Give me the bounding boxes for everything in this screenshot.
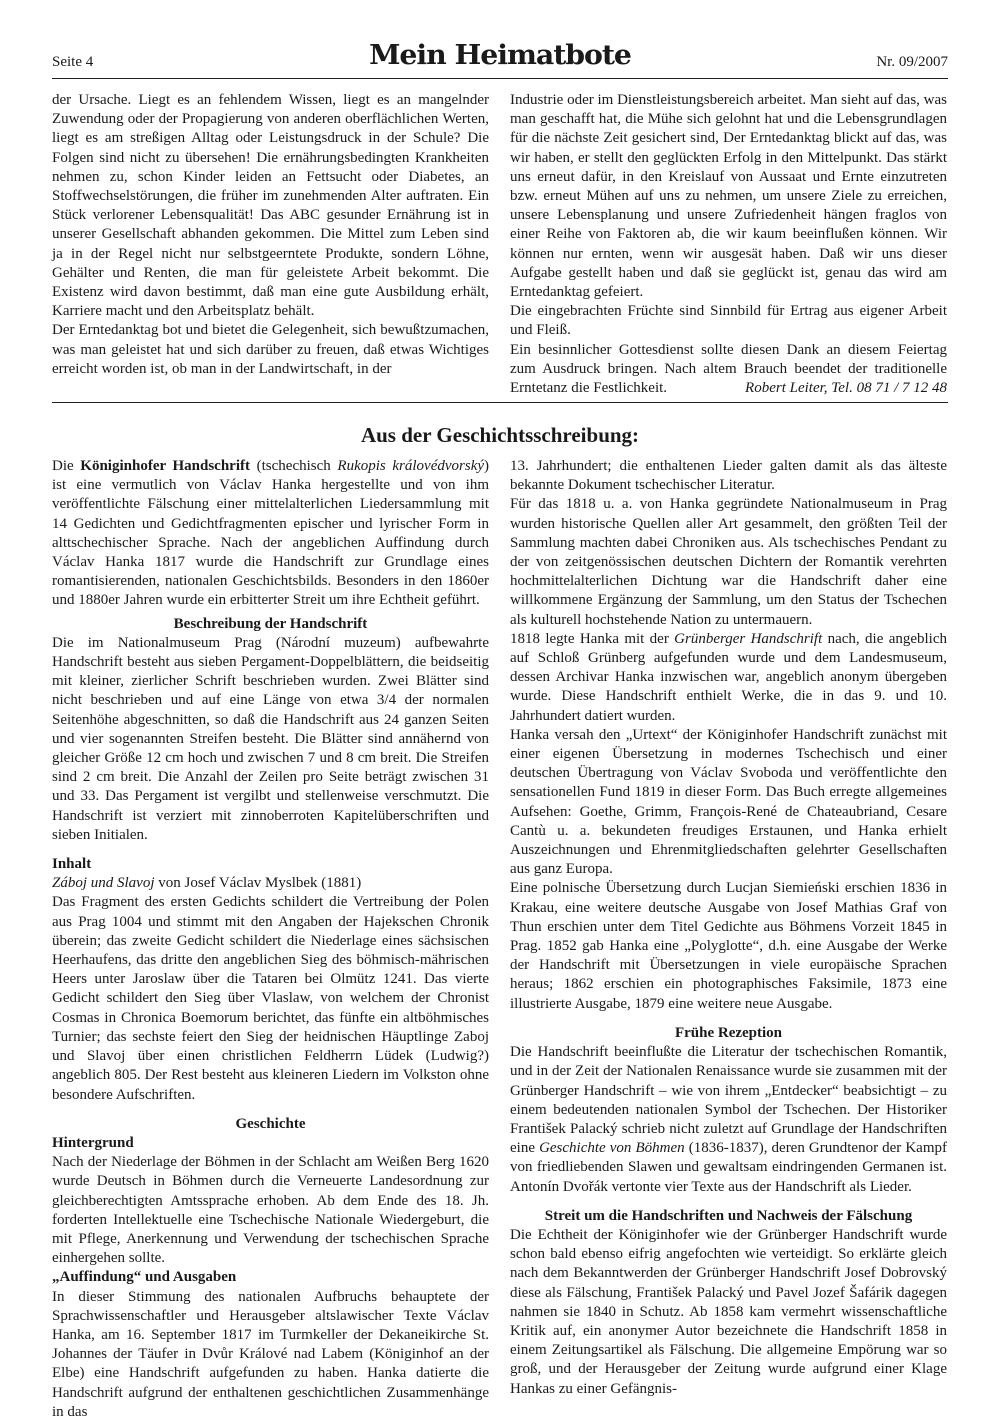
work-title: Záboj und Slavoj — [52, 875, 155, 892]
paragraph: Das Fragment des ersten Gedichts schildert die Vertreibung der Polen aus Prag 1004 und stimmt mit den Angaben der Hajekschen Chronik überein; das zweite Gedicht schildert die Niederlage eines sächsischen Heerhaufens, das dritte den angeblichen Sieg des böhmisch-mährischen Heers unter Jaroslaw über die Tataren bei Olmütz 1241. Das vierte Gedicht schildert den Sieg über Vlaslaw, von welchem der Chronist Cosmas in Chronica Boemorum berichtet, das fünfte ein altböhmisches Turnier; das sechste feiert den Sieg der heidnischen Häuptlinge Zaboj und Slavoj über einen christlichen Feldherrn Lüdek (Ludwig?) angeblich 805. Der Rest besteht aus kleineren Liedern im Volkston ohne besondere Aufschriften. — [52, 894, 489, 1103]
intro-text: Die — [52, 458, 81, 474]
paragraph: Die im Nationalmuseum Prag (Národní muzeum) aufbewahrte Handschrift besteht aus sieben Pergament-Doppelblättern, die beidseitig mit kleiner, zierlicher Schrift beschrieben wurden. Zwei Blätter sind nicht beschrieben und auf eine Länge von etwa 3/4 der normalen Seitenhöhe abgeschnitten, so daß die Handschrift aus 24 ganzen Seiten und vier sogenannten Streifen besteht. Die Blätter sind annähernd von gleicher Größe 12 cm hoch und zwischen 7 und 8 cm breit. Die Streifen sind 2 cm breit. Die Anzahl der Zeilen pro Seite beträgt zwischen 31 und 33. Das Pergament ist vergilbt und stellenweise verschmutzt. Die Handschrift ist verziert mit zinnoberroten Kapitelüberschriften und sieben Initialen. — [52, 634, 489, 843]
subheading: Beschreibung der Handschrift — [173, 615, 368, 632]
subheading: Hintergrund — [52, 1134, 134, 1151]
paragraph: 13. Jahrhundert; die enthaltenen Lieder galten damit als das älteste bekannte Dokument tschechischer Literatur. — [510, 458, 947, 494]
header-divider — [52, 78, 948, 79]
intro-bold-term: Königinhofer Handschrift — [80, 458, 251, 474]
paragraph-text: nach, die angeblich auf Schloß Grünberg aufgefunden wurde und dem Landesmuseum, dessen Archivar Hanka inzwischen war, angeblich anonym übergeben wurde. Diese Handschrift enthielt Werke, die in das 9. und 10. Jahrhundert datiert wurden. — [510, 630, 947, 724]
work-reference — [52, 874, 489, 893]
paragraph: Eine polnische Übersetzung durch Lucjan Siemieński erschien 1836 in Krakau, eine weitere deutsche Ausgabe von Josef Mathias Graf von Thun erschien unter dem Titel Gedichte aus Böhmens Vorzeit 1845 in Prag. 1852 gab Hanka eine „Polyglotte“, d.h. eine Ausgabe der Werke der Handschrift mit Übersetzungen in viele europäische Sprachen heraus; 1862 erschien ein photographisches Faksimile, 1873 eine illustrierte Ausgabe, 1879 eine weitere neue Ausgabe. — [510, 880, 947, 1012]
issue-number: Nr. 09/2007 — [876, 54, 948, 70]
intro-text: ) ist eine vermutlich von Václav Hanka hergestellte und von ihm veröffentlichte Fälschung einer mittelalterlichen Liedersammlung mit 14 Gedichten und Gedichtfragmenten epischer und lyrischer Form in alttschechischer Sprache. Nach der angeblichen Auffindung durch Václav Hanka 1817 wurde die Handschrift zur Grundlage eines romantisierenden, nationalen Geschichtsbilds. Besonders in den 1860er und 1880er Jahren wurde ein erbitterter Streit um ihre Echtheit geführt. — [52, 458, 490, 609]
page-header — [52, 40, 948, 78]
masthead-logo: Mein Heimatbote — [369, 40, 631, 71]
intro-italic-term: Rukopis královédvorský — [337, 458, 485, 474]
top-left-column — [52, 91, 489, 379]
section-divider — [52, 402, 948, 403]
paragraph-text: Die Handschrift beeinflußte die Literatur der tschechischen Romantik, und in der Zeit der Nationalen Renaissance wurde sie zusammen mit der Grünberger Handschrift – wie von ihrem „Entdecker“ beabsichtigt – zu einem bedeutenden nationalen Symbol der Tschechen. Der Historiker František Palacký schrieb nicht zuletzt auf Grundlage der Handschriften eine — [510, 1044, 947, 1157]
paragraph: Der Erntedanktag bot und bietet die Gelegenheit, sich bewußtzumachen, was man geleistet hat und sich darüber zu freuen, daß etwas Wichtiges erreicht worden ist, ob man in der Landwirtschaft, in der — [52, 322, 489, 377]
subheading: Frühe Rezeption — [674, 1024, 783, 1041]
work-author: von Josef Václav Myslbek (1881) — [154, 875, 362, 892]
article-title: Aus der Geschichtsschreibung: — [360, 423, 640, 447]
paragraph: In dieser Stimmung des nationalen Aufbruchs behauptete der Sprachwissenschaftler und Herausgeber altslawischer Texte Václav Hanka, am 16. September 1817 im Turmkeller der Dekaneikirche St. Johannes der Täufer in Dvůr Králové nad Labem (Königinhof an der Elbe) eine Handschrift aufgefunden zu haben. Hanka datierte die Handschrift aufgrund der enthaltenen geschichtlichen Zusammenhänge in das — [52, 1288, 489, 1420]
intro-paragraph — [52, 457, 489, 611]
paragraph — [510, 1043, 947, 1197]
subheading: Streit um die Handschriften und Nachweis der Fälschung — [544, 1207, 913, 1224]
author-signature: Robert Leiter, Tel. 08 71 / 7 12 48 — [745, 380, 947, 397]
paragraph: Industrie oder im Dienstleistungsbereich arbeitet. Man sieht auf das, was man geschafft hat, die Mühe sich gelohnt hat und die Lebensgrundlagen für die nächste Zeit gesichert sind, Der Erntedanktag blickt auf das, was wir haben, er stellt den geglückten Erfolg in den Mittelpunkt. Das stärkt uns erneut dafür, in den Kreislauf von Aussaat und Ernte einzutreten bzw. erneut Mühen auf uns zu nehmen, um unsere Ziele zu erreichen, unsere Lebensplanung und unsere Zufriedenheit hängen fraglos von einer Reihe von Faktoren ab, die wir kaum beeinflußen können. Wir können nur ernten, wenn wir ausgesät haben. Daß wir uns dieser Aufgabe gestellt haben und daß sie geglückt ist, genau das wird am Erntedanktag gefeiert. — [510, 92, 947, 301]
paragraph-text: (1836-1837), deren Grundtenor der Kampf von friedliebenden Slawen und gewaltsam eindringenden Germanen ist. Antonín Dvořák vertonte vier Texte aus der Handschrift als Lieder. — [510, 1140, 948, 1195]
page-number: Seite 4 — [52, 54, 94, 70]
paragraph-text: 1818 legte Hanka mit der — [510, 630, 675, 647]
italic-term: Geschichte von Böhmen — [539, 1140, 685, 1157]
paragraph: Hanka versah den „Urtext“ der Königinhofer Handschrift zunächst mit einer eigenen Übersetzung in modernes Tschechisch und einer deutschen Übertragung von Václav Svoboda und veröffentlichte den sensationellen Fund 1819 in dieser Form. Das Buch erregte allgemeines Aufsehen: Goethe, Grimm, François-René de Chateaubriand, Cesare Cantù u. a. bekundeten freudiges Erstaunen, und Hanka erhielt Auszeichnungen und Ehrenmitgliedschaften gelehrter Gesellschaften aus ganz Europa. — [510, 726, 947, 878]
top-right-column — [510, 91, 947, 398]
paragraph: der Ursache. Liegt es an fehlendem Wissen, liegt es an mangelnder Zuwendung oder der Propagierung von anderen oberflächlichen Werten, liegt es am streßigen Alltag oder Leistungsdruck in der Schule? Die Folgen sind nicht zu übersehen! Die ernährungsbedingten Krankheiten nehmen zu, schon Kinder leiden an Fettsucht oder Diabetes, an Stoffwechselstörungen, die früher im zunehmenden Alter auftraten. Ein Stück verlorener Lebensqualität! Das ABC gesunder Ernährung ist in unserer Gesellschaft abhanden gekommen. Die Mittel zum Leben sind ja in der Regel nicht nur selbstgeerntete Produkte, sondern Löhne, Gehälter und Renten, die man für geleistete Arbeit bekommt. Die Existenz wird davon bestimmt, daß man eine gute Ausbildung erhält, Karriere macht und den Arbeitsplatz behält. — [52, 92, 489, 320]
intro-text: (tschechisch — [250, 458, 338, 474]
paragraph — [510, 341, 947, 399]
paragraph-text: Ein besinnlicher Gottesdienst sollte diesen Dank an diesem Feiertag zum Ausdruck bringen. Nach altem Brauch beendet der traditionelle Erntetanz die Festlichkeit. — [510, 341, 947, 397]
italic-term: Grünberger Handschrift — [674, 630, 823, 647]
paragraph: Die eingebrachten Früchte sind Sinnbild für Ertrag aus eigener Arbeit und Fleiß. — [510, 303, 947, 339]
paragraph: Die Echtheit der Königinhofer wie der Grünberger Handschrift wurde schon bald ebenso eifrig angefochten wie verteidigt. So erklärte gleich nach dem Bekanntwerden der Grünberger Handschrift Josef Dobrovský diese als Fälschung, František Palacký und Pavel Jozef Šafárik dagegen nahmen sie 1840 in Schutz. Ab 1858 kam vermehrt wissenschaftliche Kritik auf, ein anonymer Autor bezeichnete die Handschrift 1858 in einem Zeitungsartikel als Fälschung. Die allgemeine Empörung war so groß, und der Herausgeber der Zeitung wurde aufgrund einer Klage Hankas zu einer Gefängnis- — [510, 1226, 947, 1397]
article-right-column — [510, 457, 947, 1399]
paragraph — [510, 630, 947, 726]
subheading: Inhalt — [52, 856, 92, 873]
subheading: „Auffindung“ und Ausgaben — [52, 1269, 237, 1286]
paragraph: Für das 1818 u. a. von Hanka gegründete Nationalmuseum in Prag wurden historische Quellen aller Art gesammelt, den größten Teil der Sammlung machten dabei Chroniken aus. Als tschechisches Pendant zu der von zeitgenössischen deutschen Dichtern der Romantik verehrten hochmittelalterlichen Dichtung war die Handschrift daher eine willkommene Ergänzung der Sammlung, um den Status der Tschechen als kulturell hochstehende Nation zu untermauern. — [510, 496, 947, 628]
subheading: Geschichte — [235, 1115, 306, 1132]
paragraph: Nach der Niederlage der Böhmen in der Schlacht am Weißen Berg 1620 wurde Deutsch in Böhmen durch die Verneuerte Landesordnung zur gleichberechtigten Amtssprache erhoben. Ab dem Ende des 18. Jh. forderten Intellektuelle eine Tschechische Nationale Wiedergeburt, die mit Pflege, Anerkennung und Verwendung der tschechischen Sprache einhergehen sollte. — [52, 1154, 489, 1267]
article-left-column — [52, 457, 489, 1422]
